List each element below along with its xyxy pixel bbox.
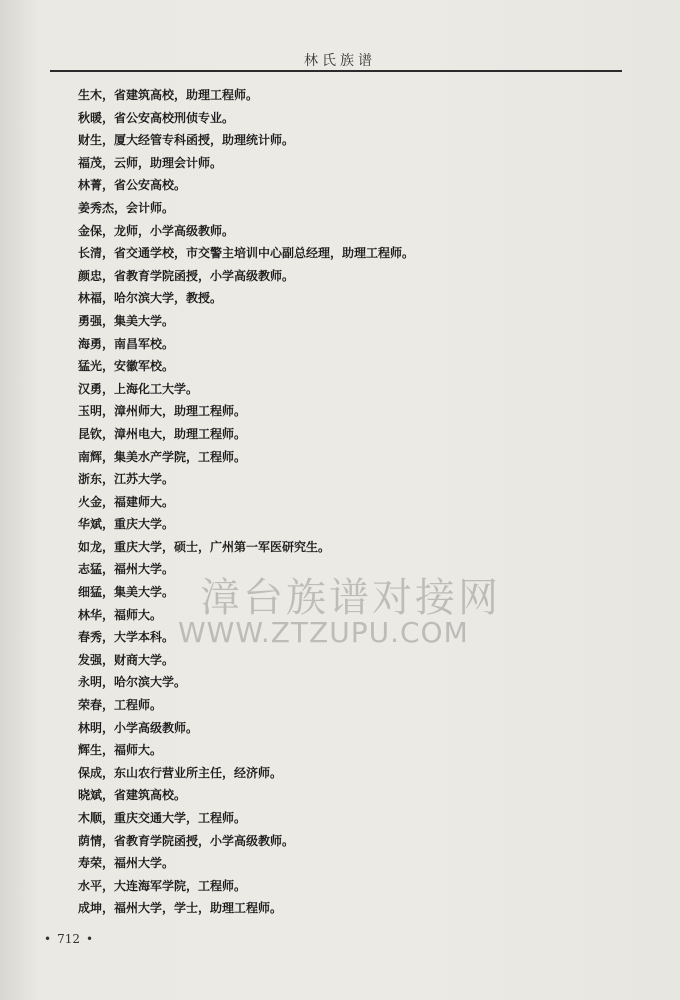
list-item: 寿荣，福州大学。: [78, 856, 175, 871]
list-item: 秋暖，省公安高校刑侦专业。: [78, 110, 235, 125]
list-item: 荫情，省教育学院函授，小学高级教师。: [78, 833, 295, 848]
list-item: 木顺，重庆交通大学，工程师。: [78, 811, 247, 825]
list-item: 华斌，重庆大学。: [78, 517, 175, 532]
list-item: 金保，龙师，小学高级教师。: [78, 223, 235, 238]
list-item: 颜忠，省教育学院函授，小学高级教师。: [78, 268, 295, 283]
list-item: 春秀，大学本科。: [78, 630, 175, 645]
list-item: 如龙，重庆大学，硕士，广州第一军医研究生。: [78, 539, 331, 554]
list-item: 财生，厦大经管专科函授，助理统计师。: [78, 133, 295, 148]
page-number: 712: [57, 932, 80, 946]
list-item: 生木，省建筑高校，助理工程师。: [78, 88, 259, 102]
list-item: 浙东，江苏大学。: [78, 472, 175, 487]
list-item: 保成，东山农行营业所主任，经济师。: [78, 765, 283, 780]
list-item: 玉明，漳州师大，助理工程师。: [78, 404, 247, 419]
list-item: 长清，省交通学校，市交警主培训中心副总经理，助理工程师。: [78, 246, 415, 261]
list-item: 水平，大连海军学院，工程师。: [78, 878, 247, 893]
list-item: 福茂，云师，助理会计师。: [78, 155, 223, 170]
list-item: 志猛，福州大学。: [78, 562, 175, 577]
list-item: 海勇，南昌军校。: [78, 336, 175, 351]
list-item: 晓斌，省建筑高校。: [78, 788, 187, 803]
list-item: 南辉，集美水产学院，工程师。: [78, 449, 247, 464]
entry-list: [78, 84, 640, 920]
list-item: 林明，小学高级教师。: [78, 720, 199, 735]
list-item: 林菁，省公安高校。: [78, 178, 187, 193]
footer-bullet-left: •: [44, 932, 52, 946]
list-item: 辉生，福师大。: [78, 743, 163, 758]
list-item: 永明，哈尔滨大学。: [78, 675, 187, 690]
list-item: 猛光，安徽军校。: [78, 359, 175, 374]
list-item: 成坤，福州大学，学士，助理工程师。: [78, 901, 283, 916]
list-item: 细猛，集美大学。: [78, 585, 175, 600]
list-item: 发强，财商大学。: [78, 652, 175, 667]
page-title: 林氏族谱: [304, 53, 376, 69]
list-item: 林福，哈尔滨大学，教授。: [78, 291, 223, 306]
watermark-text: 漳台族谱对接网: [200, 575, 501, 621]
footer-bullet-right: •: [85, 932, 94, 946]
list-item: 姜秀杰，会计师。: [78, 200, 175, 215]
header-divider: [50, 70, 622, 72]
list-item: 昆钦，漳州电大，助理工程师。: [78, 426, 247, 441]
list-item: 火金，福建师大。: [78, 494, 175, 509]
list-item: 林华，福师大。: [78, 607, 163, 622]
page-footer: [38, 932, 99, 946]
list-item: 汉勇，上海化工大学。: [78, 381, 199, 396]
watermark-url: WWW.ZTZUPU.COM: [178, 616, 469, 649]
list-item: 勇强，集美大学。: [78, 313, 175, 328]
list-item: 荣春，工程师。: [78, 698, 163, 713]
